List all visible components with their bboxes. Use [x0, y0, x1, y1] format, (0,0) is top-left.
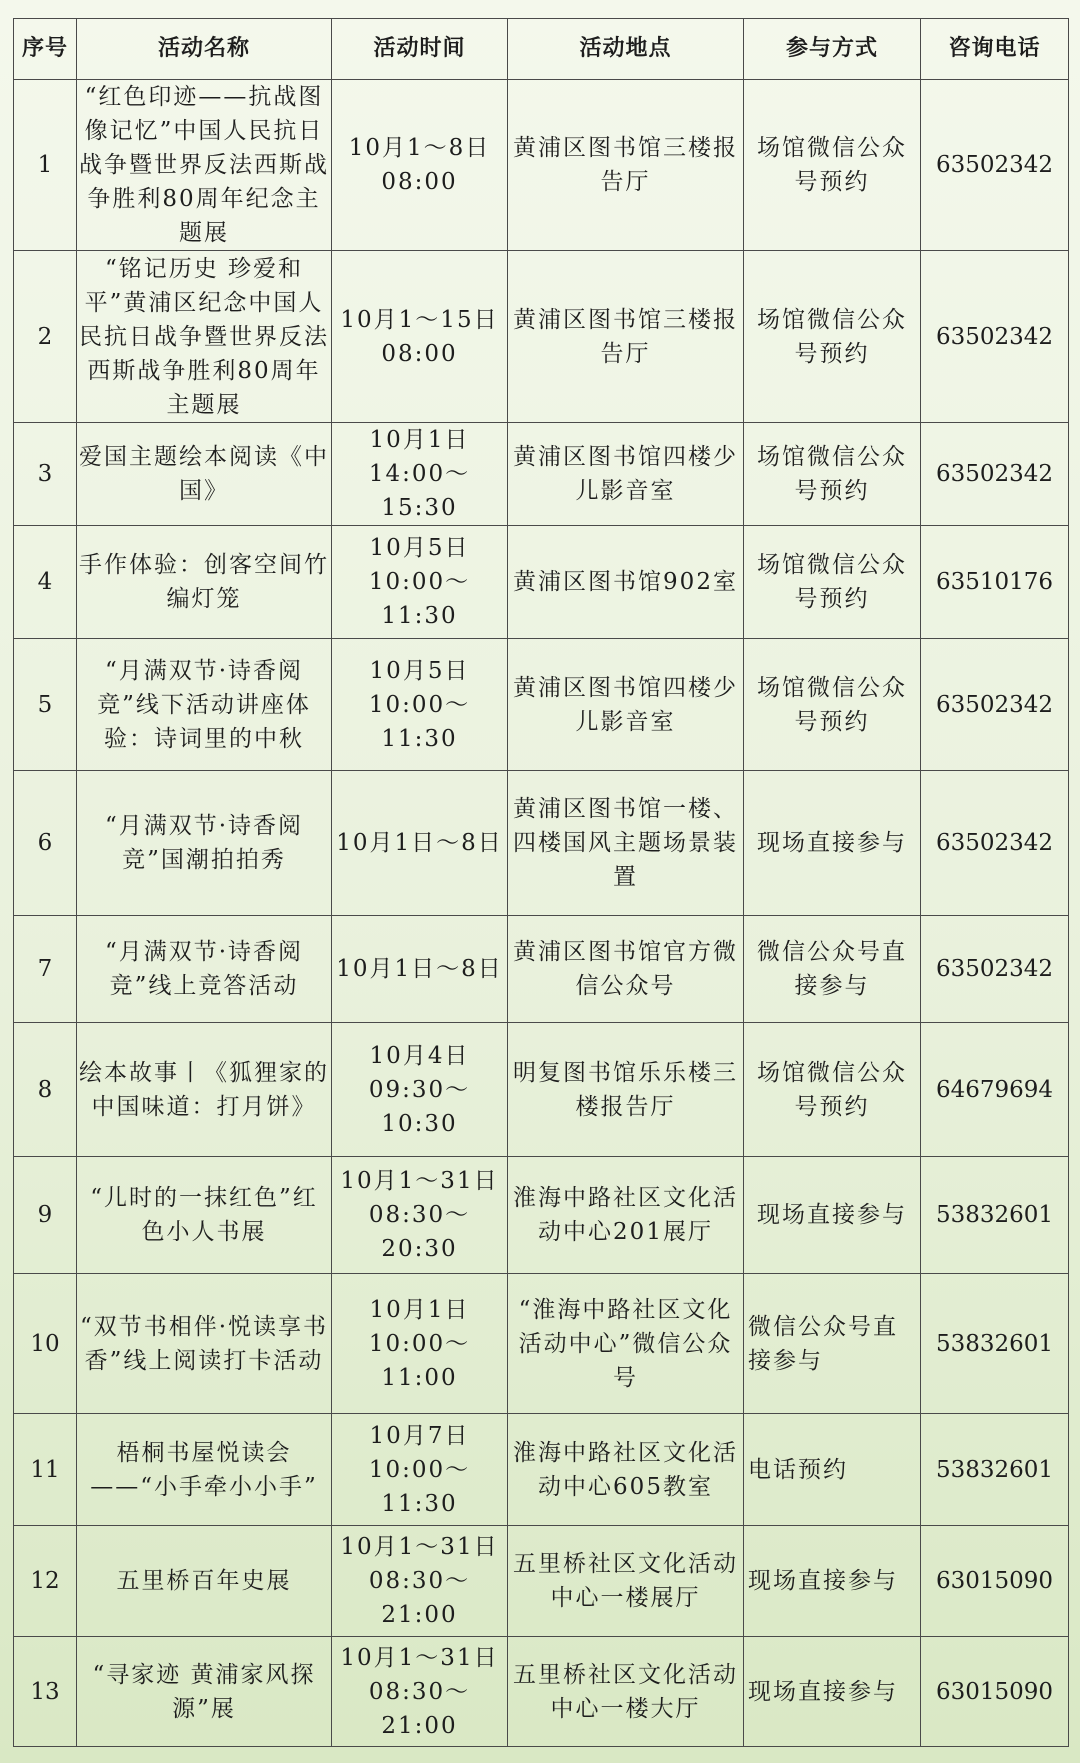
activity-name: 绘本故事丨《狐狸家的中国味道：打月饼》	[77, 1023, 332, 1157]
participation-mode: 场馆微信公众号预约	[744, 423, 921, 526]
activity-place: 淮海中路社区文化活动中心605教室	[508, 1414, 744, 1526]
table-row	[14, 1274, 1069, 1414]
row-index: 4	[14, 526, 77, 639]
table-row	[14, 1157, 1069, 1274]
header-activity-place: 活动地点	[508, 19, 744, 80]
activity-place: 五里桥社区文化活动中心一楼大厅	[508, 1637, 744, 1747]
activity-place: 五里桥社区文化活动中心一楼展厅	[508, 1526, 744, 1637]
participation-mode: 场馆微信公众号预约	[744, 639, 921, 771]
header-activity-time: 活动时间	[332, 19, 508, 80]
table-row	[14, 771, 1069, 916]
activity-table	[13, 18, 1069, 1747]
contact-phone: 53832601	[921, 1157, 1069, 1274]
contact-phone: 53832601	[921, 1274, 1069, 1414]
contact-phone: 63502342	[921, 251, 1069, 423]
participation-mode: 现场直接参与	[744, 1637, 921, 1747]
activity-place: 黄浦区图书馆四楼少儿影音室	[508, 639, 744, 771]
table-row	[14, 423, 1069, 526]
activity-time: 10月1～31日 08:30～21:00	[332, 1637, 508, 1747]
activity-time: 10月1日～8日	[332, 916, 508, 1023]
participation-mode: 场馆微信公众号预约	[744, 526, 921, 639]
participation-mode: 微信公众号直接参与	[744, 916, 921, 1023]
participation-mode: 场馆微信公众号预约	[744, 251, 921, 423]
activity-name: “寻家迹 黄浦家风探源”展	[77, 1637, 332, 1747]
row-index: 11	[14, 1414, 77, 1526]
activity-place: 黄浦区图书馆官方微信公众号	[508, 916, 744, 1023]
activity-name: 五里桥百年史展	[77, 1526, 332, 1637]
activity-name: 梧桐书屋悦读会——“小手牵小小手”	[77, 1414, 332, 1526]
contact-phone: 63510176	[921, 526, 1069, 639]
row-index: 1	[14, 80, 77, 251]
row-index: 12	[14, 1526, 77, 1637]
activity-place: 淮海中路社区文化活动中心201展厅	[508, 1157, 744, 1274]
table-row	[14, 916, 1069, 1023]
contact-phone: 53832601	[921, 1414, 1069, 1526]
activity-time: 10月1～8日 08:00	[332, 80, 508, 251]
row-index: 3	[14, 423, 77, 526]
contact-phone: 63502342	[921, 916, 1069, 1023]
activity-place: 黄浦区图书馆一楼、四楼国风主题场景装置	[508, 771, 744, 916]
activity-time: 10月1～31日 08:30～21:00	[332, 1526, 508, 1637]
table-row	[14, 251, 1069, 423]
table-row	[14, 1023, 1069, 1157]
activity-time: 10月1～15日 08:00	[332, 251, 508, 423]
contact-phone: 63502342	[921, 423, 1069, 526]
table-row	[14, 1637, 1069, 1747]
contact-phone: 63015090	[921, 1637, 1069, 1747]
participation-mode: 现场直接参与	[744, 771, 921, 916]
row-index: 8	[14, 1023, 77, 1157]
activity-place: 黄浦区图书馆三楼报告厅	[508, 80, 744, 251]
contact-phone: 63502342	[921, 639, 1069, 771]
header-activity-name: 活动名称	[77, 19, 332, 80]
participation-mode: 现场直接参与	[744, 1526, 921, 1637]
row-index: 6	[14, 771, 77, 916]
activity-place: “淮海中路社区文化活动中心”微信公众号	[508, 1274, 744, 1414]
row-index: 5	[14, 639, 77, 771]
activity-name: “儿时的一抹红色”红色小人书展	[77, 1157, 332, 1274]
contact-phone: 64679694	[921, 1023, 1069, 1157]
participation-mode: 场馆微信公众号预约	[744, 1023, 921, 1157]
activity-time: 10月4日 09:30～10:30	[332, 1023, 508, 1157]
activity-name: 手作体验：创客空间竹编灯笼	[77, 526, 332, 639]
participation-mode: 电话预约	[744, 1414, 921, 1526]
activity-name: “月满双节·诗香阅竞”线下活动讲座体验：诗词里的中秋	[77, 639, 332, 771]
activity-name: “铭记历史 珍爱和平”黄浦区纪念中国人民抗日战争暨世界反法西斯战争胜利80周年主题展	[77, 251, 332, 423]
row-index: 10	[14, 1274, 77, 1414]
activity-name: “月满双节·诗香阅竞”线上竞答活动	[77, 916, 332, 1023]
row-index: 9	[14, 1157, 77, 1274]
header-phone: 咨询电话	[921, 19, 1069, 80]
header-index: 序号	[14, 19, 77, 80]
activity-place: 黄浦区图书馆四楼少儿影音室	[508, 423, 744, 526]
activity-time: 10月1日 14:00～15:30	[332, 423, 508, 526]
participation-mode: 场馆微信公众号预约	[744, 80, 921, 251]
participation-mode: 现场直接参与	[744, 1157, 921, 1274]
activity-time: 10月1日 10:00～11:00	[332, 1274, 508, 1414]
contact-phone: 63015090	[921, 1526, 1069, 1637]
activity-time: 10月7日 10:00～11:30	[332, 1414, 508, 1526]
activity-time: 10月5日 10:00～11:30	[332, 639, 508, 771]
activity-place: 明复图书馆乐乐楼三楼报告厅	[508, 1023, 744, 1157]
activity-name: “月满双节·诗香阅竞”国潮拍拍秀	[77, 771, 332, 916]
row-index: 7	[14, 916, 77, 1023]
participation-mode: 微信公众号直接参与	[744, 1274, 921, 1414]
table-row	[14, 639, 1069, 771]
table-row	[14, 80, 1069, 251]
activity-time: 10月1～31日 08:30～20:30	[332, 1157, 508, 1274]
contact-phone: 63502342	[921, 80, 1069, 251]
activity-name: 爱国主题绘本阅读《中国》	[77, 423, 332, 526]
header-participation: 参与方式	[744, 19, 921, 80]
table-row	[14, 1526, 1069, 1637]
activity-time: 10月5日 10:00～11:30	[332, 526, 508, 639]
activity-time: 10月1日～8日	[332, 771, 508, 916]
activity-place: 黄浦区图书馆902室	[508, 526, 744, 639]
row-index: 13	[14, 1637, 77, 1747]
row-index: 2	[14, 251, 77, 423]
activity-name: “红色印迹——抗战图像记忆”中国人民抗日战争暨世界反法西斯战争胜利80周年纪念主题展	[77, 80, 332, 251]
table-row	[14, 526, 1069, 639]
activity-place: 黄浦区图书馆三楼报告厅	[508, 251, 744, 423]
activity-name: “双节书相伴·悦读享书香”线上阅读打卡活动	[77, 1274, 332, 1414]
contact-phone: 63502342	[921, 771, 1069, 916]
table-header-row	[14, 19, 1069, 80]
table-row	[14, 1414, 1069, 1526]
